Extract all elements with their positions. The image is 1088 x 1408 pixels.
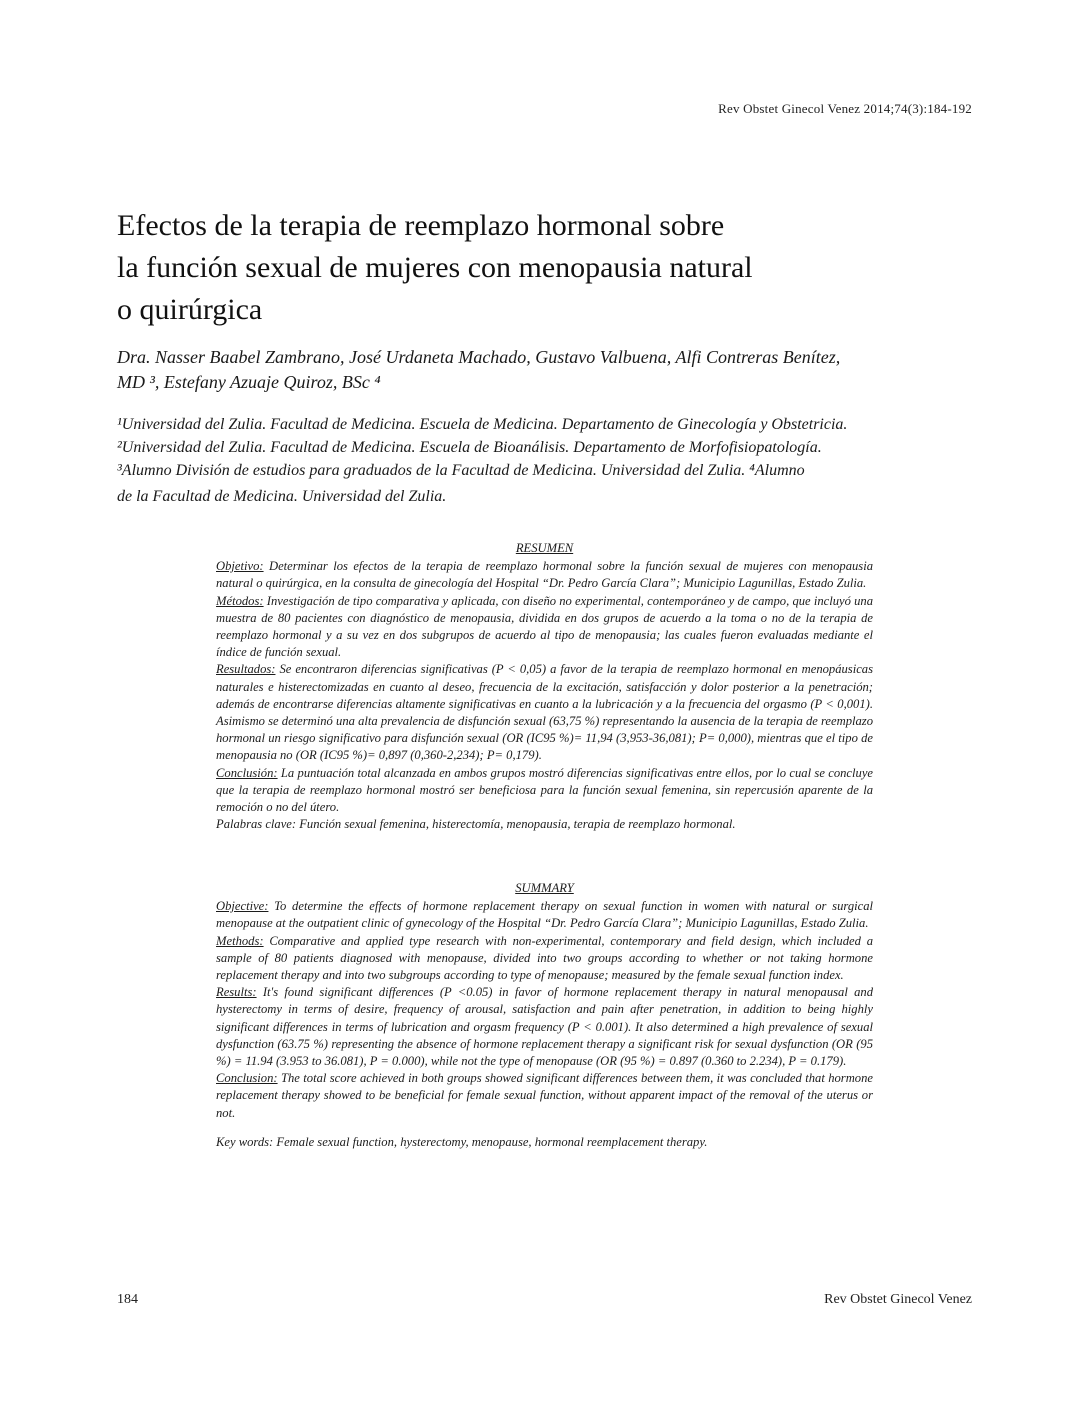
resultados-text: Se encontraron diferencias significativas (P < 0,05) a favor de la terapia de reemplazo hormonal en menopáusicas naturales e histerectomizadas en cuanto al deseo, frecuencia de la excitación, satisfacción y dolor posterior a la penetración; además de encontrarse diferencias altamente significativas en cuanto a la lubricación y a la frecuencia del orgasmo (P < 0,001). Asimismo se determinó una alta prevalencia de disfunción sexual (63,75 %) representando la ausencia de la terapia de reemplazo hormonal un riesgo significativo para disfunción sexual (OR (IC95 %)= 11,94 (3,953-36,081); P= 0,000), mientras que el tipo de menopausia no (OR (IC95 %)= 0,897 (0,360-2,234); P= 0,179). [216, 662, 873, 763]
page-number: 184 [117, 1292, 138, 1307]
resumen-metodos [216, 593, 873, 662]
objetivo-text: Determinar los efectos de la terapia de reemplazo hormonal sobre la función sexual de mujeres con menopausia natural o quirúrgica, en la consulta de ginecología del Hospital “Dr. Pedro García Clara”; Municipio Lagunillas, Estado Zulia. [216, 559, 873, 591]
summary-conclusion [216, 1070, 873, 1122]
results-label: Results: [216, 985, 257, 1000]
methods-text: Comparative and applied type research with non-experimental, contemporary and field design, which included a sample of 80 patients diagnosed with menopause, divided into two groups according to whether or not taking hormone replacement therapy and into two subgroups according to type of menopause; measured by the female sexual function index. [216, 933, 873, 983]
summary-keywords: Key words: Female sexual function, hysterectomy, menopause, hormonal reemplacement therapy. [216, 1134, 708, 1149]
resultados-label: Resultados: [216, 662, 276, 677]
title-line-1: Efectos de la terapia de reemplazo hormonal sobre [117, 209, 725, 242]
resumen-resultados [216, 661, 873, 764]
resumen-keywords: Palabras clave: Función sexual femenina, histerectomía, menopausia, terapia de reemplazo hormonal. [216, 817, 736, 832]
affiliation-2: ²Universidad del Zulia. Facultad de Medicina. Escuela de Bioanálisis. Departamento de Morfofisiopatología. [117, 439, 822, 456]
objetivo-label: Objetivo: [216, 559, 264, 574]
summary-methods [216, 933, 873, 985]
author-list [117, 345, 987, 395]
footer-journal: Rev Obstet Ginecol Venez [824, 1292, 972, 1307]
results-text: It's found significant differences (P <0.05) in favor of hormone replacement therapy in natural menopausal and hysterectomy in terms of desire, frequency of arousal, satisfaction and pain after penetration, in addition to being highly significant differences in terms of lubrication and orgasm frequency (P < 0.001). It also determined a high prevalence of sexual dysfunction (63.75 %) representing the absence of hormone replacement therapy a significant risk for sexual dysfunction (OR (95 %) = 11.94 (3.953 to 36.081), P = 0.000), while not the type of menopause (OR (95 %) = 0.897 (0.360 to 2.234), P = 0.179). [216, 985, 873, 1069]
authors-line-1: Dra. Nasser Baabel Zambrano, José Urdaneta Machado, Gustavo Valbuena, Alfi Contreras Benítez, [117, 347, 841, 367]
conclusion-text-en: The total score achieved in both groups showed significant differences between them, it was concluded that hormone replacement therapy showed to be beneficial for female sexual function, without apparent impact of the removal of the uterus or not. [216, 1071, 873, 1120]
summary-section [216, 880, 873, 1151]
metodos-label: Métodos: [216, 593, 264, 608]
authors-line-2: MD ³, Estefany Azuaje Quiroz, BSc ⁴ [117, 372, 381, 392]
article-title [117, 205, 937, 331]
methods-label: Methods: [216, 933, 264, 948]
resumen-conclusion [216, 765, 873, 817]
running-head-citation: Rev Obstet Ginecol Venez 2014;74(3):184-192 [718, 101, 972, 116]
conclusion-text-es: La puntuación total alcanzada en ambos grupos mostró diferencias significativas entre ellos, por lo cual se concluye que la terapia de reemplazo hormonal mostró ser beneficiosa para la función sexual femenina, sin repercusión aparente de la remoción o no del útero. [216, 765, 873, 815]
summary-heading: SUMMARY [515, 881, 574, 895]
resumen-section [216, 540, 873, 833]
conclusion-label-en: Conclusion: [216, 1071, 278, 1086]
summary-results [216, 984, 873, 1070]
affiliation-1: ¹Universidad del Zulia. Facultad de Medicina. Escuela de Medicina. Departamento de Ginecología y Obstetricia. [117, 416, 848, 433]
title-line-3: o quirúrgica [117, 293, 263, 326]
affiliations [117, 413, 987, 508]
resumen-objetivo [216, 558, 873, 592]
affiliation-4: de la Facultad de Medicina. Universidad del Zulia. [117, 488, 447, 505]
title-line-2: la función sexual de mujeres con menopausia natural [117, 251, 753, 284]
metodos-text: Investigación de tipo comparativa y aplicada, con diseño no experimental, contemporáneo y de campo, que incluyó una muestra de 80 pacientes con diagnóstico de menopausia, dividida en dos grupos de acuerdo a la toma o no de la terapia de reemplazo hormonal y a su vez en dos subgrupos de acuerdo al tipo de menopausia; las cuales fueron evaluadas mediante el índice de función sexual. [216, 593, 873, 660]
summary-objective [216, 898, 873, 932]
objective-label: Objective: [216, 899, 269, 914]
resumen-heading: RESUMEN [515, 541, 574, 555]
conclusion-label-es: Conclusión: [216, 765, 278, 780]
affiliation-3: ³Alumno División de estudios para graduados de la Facultad de Medicina. Universidad del Zulia. ⁴Alumno [117, 462, 805, 479]
objective-text: To determine the effects of hormone replacement therapy on sexual function in women with natural or surgical menopause at the outpatient clinic of gynecology of the Hospital “Dr. Pedro García Clara”; Municipio Lagunillas, Estado Zulia. [216, 899, 873, 931]
